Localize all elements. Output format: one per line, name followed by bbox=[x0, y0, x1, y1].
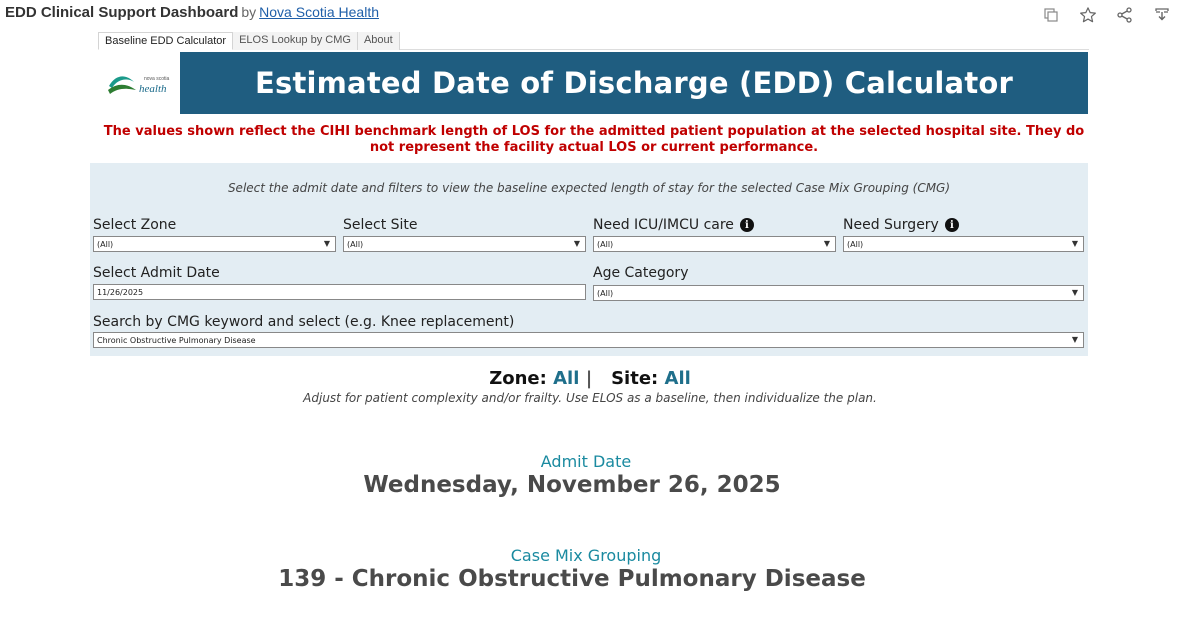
cmg-search-label bbox=[93, 314, 514, 330]
site-summary-label: Site: bbox=[611, 368, 659, 389]
cmg-heading: Case Mix Grouping bbox=[510, 546, 662, 565]
zone-summary-value: All bbox=[553, 368, 580, 389]
dropdown-arrow-icon: ▼ bbox=[1071, 335, 1078, 344]
dropdown-arrow-icon: ▼ bbox=[823, 239, 830, 248]
dropdown-arrow-icon: ▼ bbox=[573, 239, 580, 248]
surgery-select-value: (All) bbox=[847, 240, 864, 249]
zone-site-summary bbox=[0, 368, 1180, 389]
tab-about[interactable]: About bbox=[358, 32, 400, 50]
by-text: by bbox=[241, 4, 257, 20]
dropdown-arrow-icon: ▼ bbox=[1071, 239, 1078, 248]
toolbar-icons bbox=[1041, 5, 1172, 25]
surgery-label bbox=[843, 217, 959, 233]
info-icon[interactable]: i bbox=[945, 218, 959, 232]
admit-date-label bbox=[93, 265, 220, 281]
icu-label-text: Need ICU/IMCU care bbox=[593, 217, 734, 233]
zone-summary-label: Zone: bbox=[489, 368, 547, 389]
admit-date-heading: Admit Date bbox=[540, 452, 632, 471]
cmg-value: 139 - Chronic Obstructive Pulmonary Disease bbox=[278, 566, 866, 592]
top-bar bbox=[0, 0, 1200, 30]
zone-select-value: (All) bbox=[97, 240, 114, 249]
adjust-note: Adjust for patient complexity and/or frailty. Use ELOS as a baseline, then individualize the plan. bbox=[303, 391, 877, 405]
star-icon[interactable] bbox=[1078, 5, 1098, 25]
dropdown-arrow-icon: ▼ bbox=[323, 239, 330, 248]
surgery-label-text: Need Surgery bbox=[843, 217, 939, 233]
icu-label bbox=[593, 217, 754, 233]
title-banner bbox=[180, 52, 1088, 114]
cmg-select[interactable] bbox=[93, 332, 1084, 348]
site-select[interactable] bbox=[343, 236, 586, 252]
tab-elos-lookup[interactable]: ELOS Lookup by CMG bbox=[233, 32, 358, 50]
site-label-text: Select Site bbox=[343, 217, 418, 233]
nova-scotia-health-logo bbox=[99, 52, 179, 114]
zone-label-text: Select Zone bbox=[93, 217, 177, 233]
logo-main-text: health bbox=[139, 83, 167, 95]
age-category-select[interactable] bbox=[593, 285, 1084, 301]
dropdown-arrow-icon: ▼ bbox=[1071, 288, 1078, 297]
logo-small-text: nova scotia bbox=[144, 76, 170, 82]
page-title: Estimated Date of Discharge (EDD) Calculator bbox=[254, 66, 1014, 100]
cmg-select-value: Chronic Obstructive Pulmonary Disease bbox=[97, 336, 256, 345]
disclaimer-text: The values shown reflect the CIHI benchmark length of LOS for the admitted patient population at the selected hospital site. They do not represent the facility actual LOS or current performance. bbox=[103, 124, 1085, 155]
age-category-label bbox=[593, 265, 688, 281]
icu-select[interactable] bbox=[593, 236, 836, 252]
cmg-label-text: Search by CMG keyword and select (e.g. Knee replacement) bbox=[93, 314, 515, 330]
icu-select-value: (All) bbox=[597, 240, 614, 249]
site-select-value: (All) bbox=[347, 240, 364, 249]
zone-select[interactable] bbox=[93, 236, 336, 252]
admit-date-input[interactable]: 11/26/2025 bbox=[93, 284, 586, 300]
download-icon[interactable] bbox=[1152, 5, 1172, 25]
filter-instructions: Select the admit date and filters to view the baseline expected length of stay for the selected Case Mix Grouping (CMG) bbox=[227, 181, 951, 195]
author-link[interactable]: Nova Scotia Health bbox=[259, 4, 379, 20]
dashboard-title bbox=[5, 4, 379, 21]
age-select-value: (All) bbox=[597, 289, 614, 298]
age-label-text: Age Category bbox=[593, 265, 689, 281]
info-icon[interactable]: i bbox=[740, 218, 754, 232]
dashboard-tabs bbox=[98, 32, 1089, 50]
share-icon[interactable] bbox=[1115, 5, 1135, 25]
filter-panel bbox=[90, 163, 1088, 356]
logo-wave-icon bbox=[106, 68, 172, 98]
summary-separator: | bbox=[585, 368, 593, 389]
site-summary-value: All bbox=[664, 368, 691, 389]
zone-label bbox=[93, 217, 176, 233]
admit-date-value: Wednesday, November 26, 2025 bbox=[363, 472, 781, 498]
site-label bbox=[343, 217, 418, 233]
title-text: EDD Clinical Support Dashboard bbox=[5, 4, 239, 21]
copy-icon[interactable] bbox=[1041, 5, 1061, 25]
tab-baseline-edd-calculator[interactable]: Baseline EDD Calculator bbox=[98, 32, 233, 50]
admit-date-label-text: Select Admit Date bbox=[93, 265, 220, 281]
surgery-select[interactable] bbox=[843, 236, 1084, 252]
